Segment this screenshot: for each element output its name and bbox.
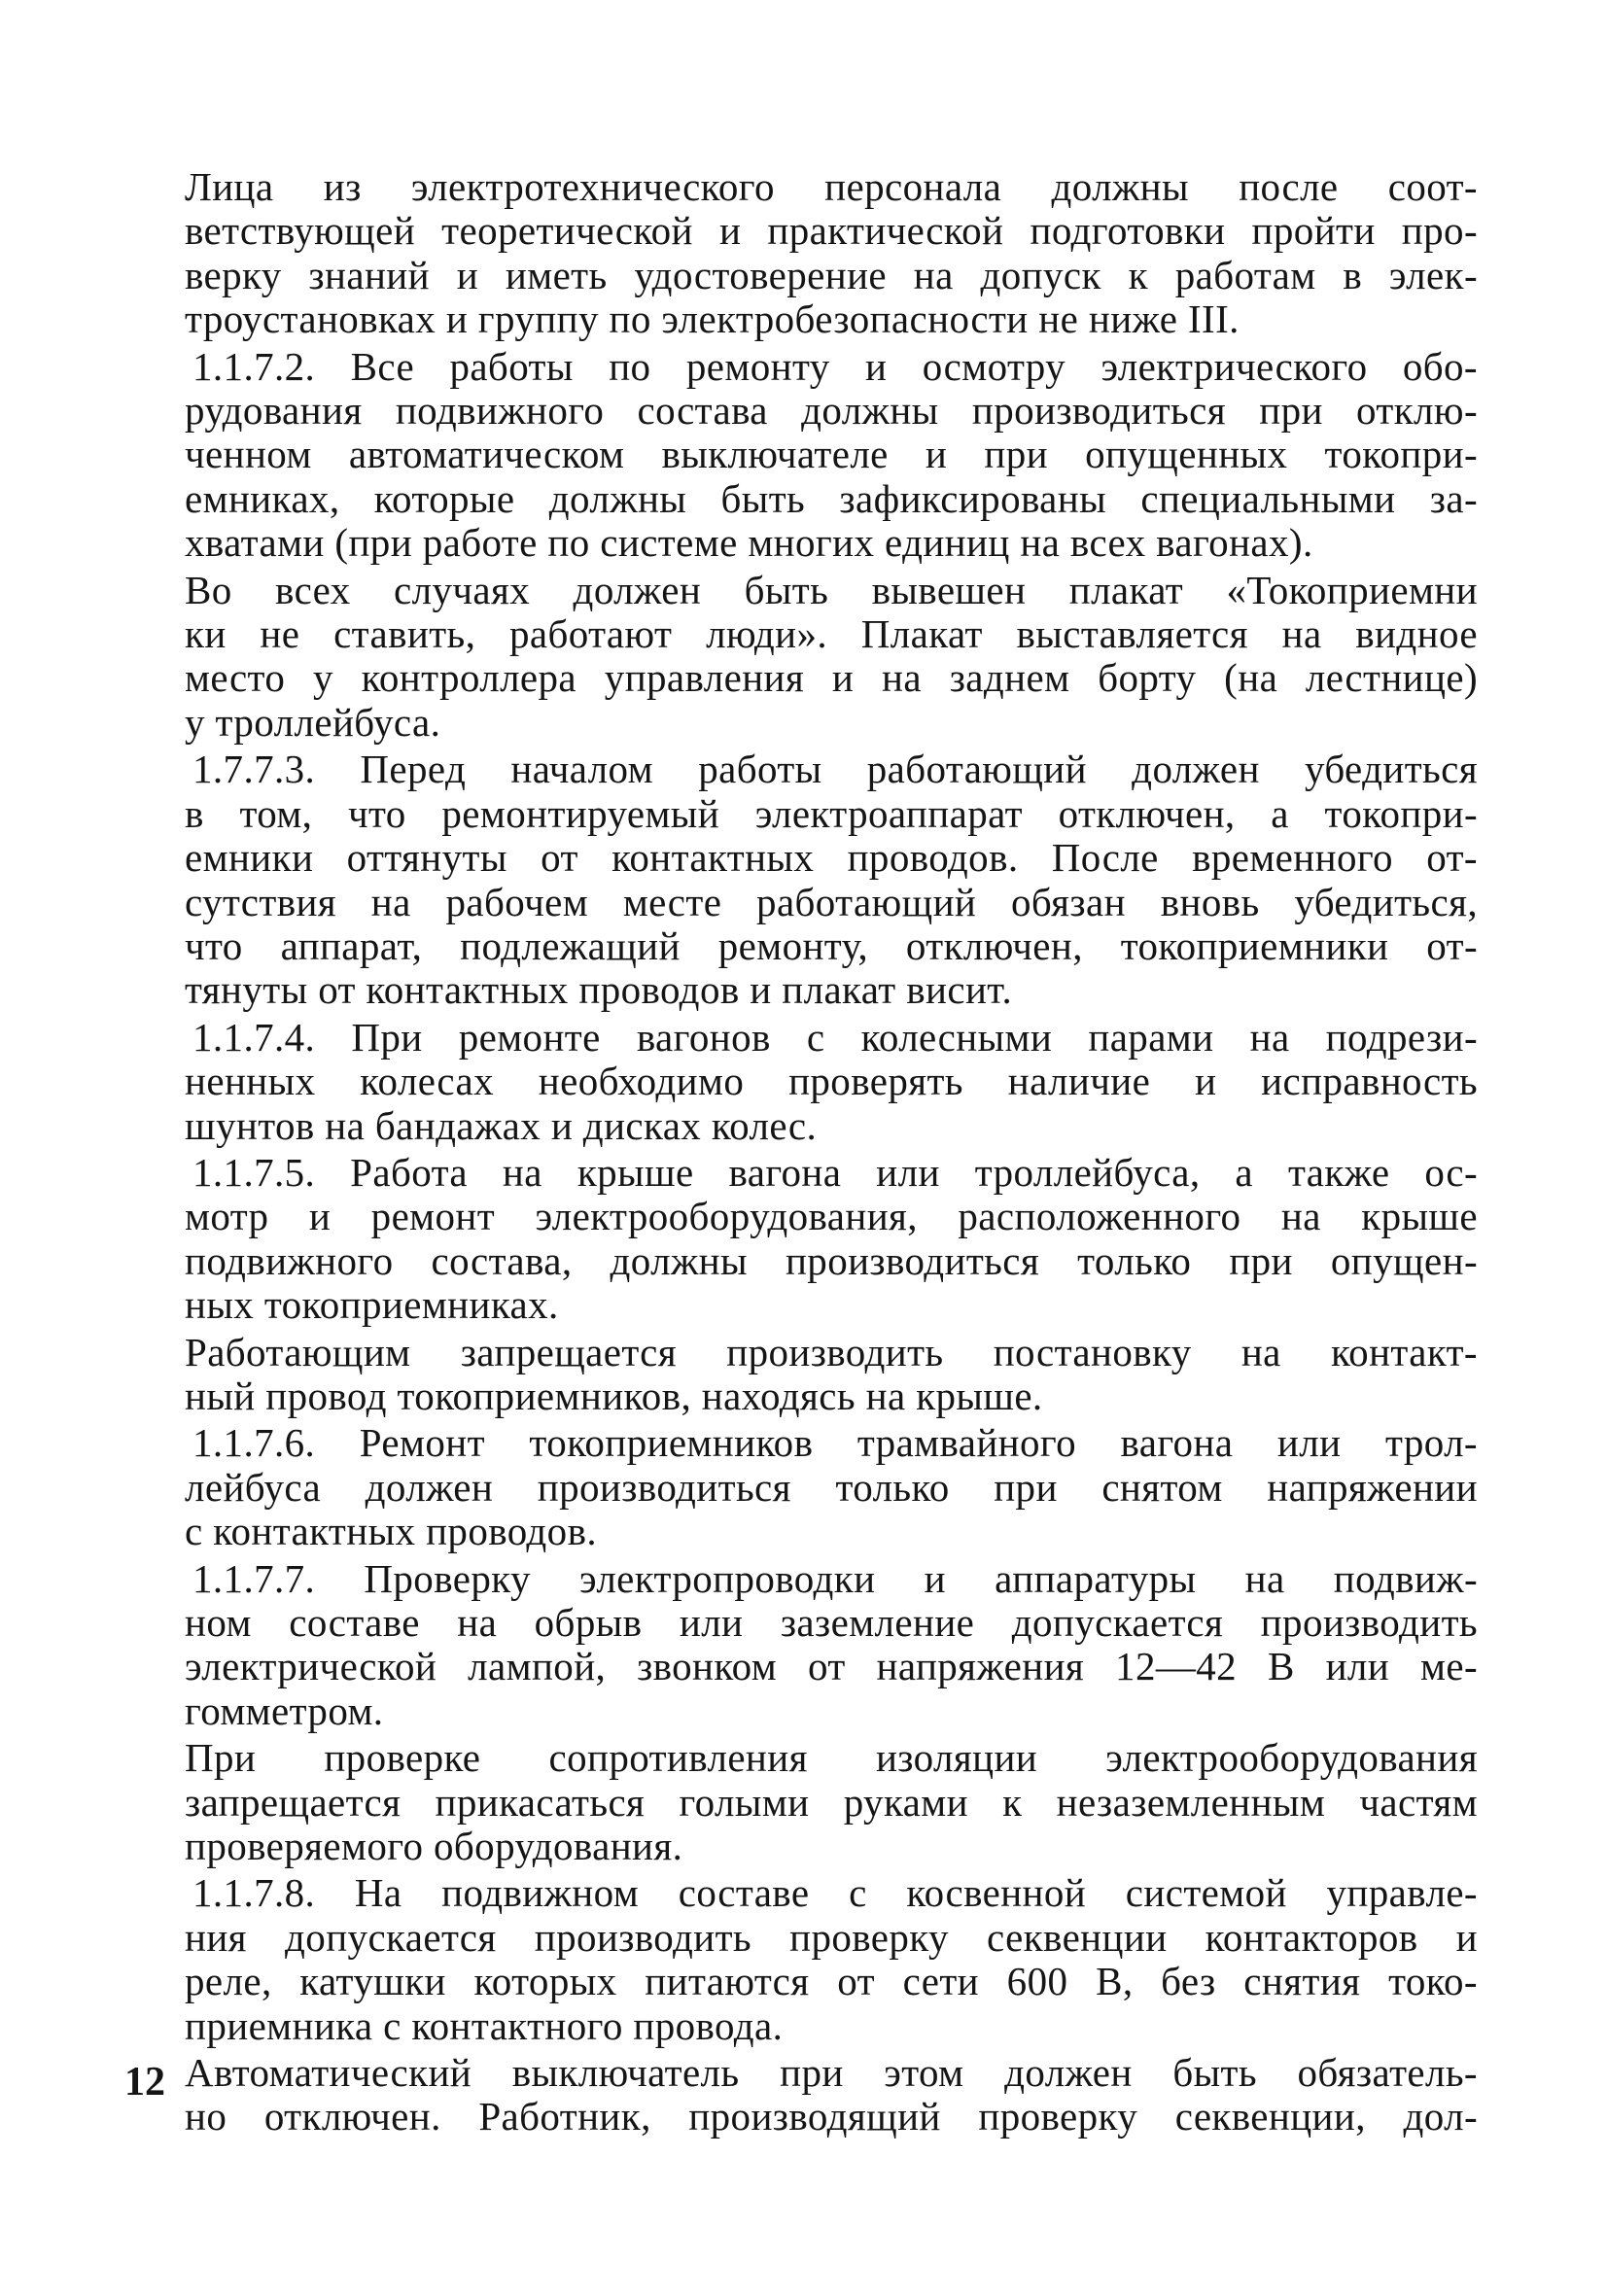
paragraph-1-1-7-2 <box>185 345 1478 566</box>
text-line: хватами (при работе по системе многих единиц на всех вагонах). <box>185 520 1313 566</box>
text-line: проверяемого оборудования. <box>185 1824 683 1869</box>
text-line: Во всех случаях должен быть вывешен плакат «Токоприемни <box>185 567 1478 612</box>
text-line: подвижного состава, должны производиться только при опущен- <box>185 1237 1478 1283</box>
paragraph-1-1-7-7 <box>185 1557 1478 1734</box>
text-line: с контактных проводов. <box>185 1509 597 1554</box>
text-line: в том, что ремонтируемый электроаппарат отключен, а токопри- <box>185 790 1478 836</box>
text-line: сутствия на рабочем месте работающий обязан вновь убедиться, <box>185 879 1478 924</box>
text-line: 1.1.7.4. При ремонте вагонов с колесными парами на подрези- <box>192 1014 1478 1060</box>
text-line: 1.1.7.6. Ремонт токоприемников трамвайного вагона или трол- <box>192 1420 1478 1466</box>
text-line: приемника с контактного провода. <box>185 2002 784 2048</box>
text-line: реле, катушки которых питаются от сети 600 В, без снятия токо- <box>185 1959 1478 2004</box>
paragraph-1-1-7-5 <box>185 1151 1478 1328</box>
text-line: емниках, которые должны быть зафиксированы специальными за- <box>185 475 1478 521</box>
document-page <box>185 165 1478 2142</box>
paragraph-personnel-qualification <box>185 165 1478 342</box>
text-line: При проверке сопротивления изоляции электрооборудования <box>185 1735 1478 1781</box>
text-line: ветствующей теоретической и практической подготовки пройти про- <box>185 208 1478 254</box>
paragraph-warning-sign <box>185 569 1478 746</box>
text-line: ния допускается производить проверку секвенции контакторов и <box>185 1914 1478 1960</box>
page-number: 12 <box>124 2060 165 2105</box>
text-line: ненных колесах необходимо проверять наличие и исправность <box>185 1059 1478 1104</box>
text-line: рудования подвижного состава должны производиться при отклю- <box>185 388 1478 434</box>
paragraph-insulation-check <box>185 1736 1478 1868</box>
text-line: верку знаний и иметь удостоверение на допуск к работам в элек- <box>185 252 1478 297</box>
paragraph-1-7-7-3 <box>185 748 1478 1012</box>
text-line: шунтов на бандажах и дисках колес. <box>185 1102 818 1148</box>
text-line: 1.1.7.8. На подвижном составе с косвенной системой управле- <box>192 1870 1478 1916</box>
text-line: гомметром. <box>185 1687 384 1733</box>
text-line: электрической лампой, звонком от напряжения 12—42 В или ме- <box>185 1644 1478 1689</box>
text-line: ном составе на обрыв или заземление допускается производить <box>185 1600 1478 1645</box>
text-line: ный провод токоприемников, находясь на крыше. <box>185 1373 1043 1418</box>
text-line: но отключен. Работник, производящий проверку секвенции, дол- <box>185 2094 1478 2139</box>
paragraph-1-1-7-8 <box>185 1871 1478 2048</box>
text-line: мотр и ремонт электрооборудования, расположенного на крыше <box>185 1194 1478 1239</box>
paragraph-breaker-off <box>185 2051 1478 2139</box>
text-line: лейбуса должен производиться только при снятом напряжении <box>185 1464 1478 1510</box>
text-line: ченном автоматическом выключателе и при опущенных токопри- <box>185 432 1478 477</box>
text-line: 1.7.7.3. Перед началом работы работающий должен убедиться <box>192 747 1478 792</box>
text-line: емники оттянуты от контактных проводов. После временного от- <box>185 835 1478 881</box>
text-line: место у контроллера управления и на заднем борту (на лестнице) <box>185 655 1478 701</box>
text-line: 1.1.7.5. Работа на крыше вагона или троллейбуса, а также ос- <box>192 1149 1478 1195</box>
text-line: ных токоприемниках. <box>185 1282 559 1328</box>
text-line: ки не ставить, работают люди». Плакат выставляется на видное <box>185 611 1478 657</box>
text-line: Автоматический выключатель при этом должен быть обязатель- <box>185 2050 1478 2096</box>
text-line: 1.1.7.7. Проверку электропроводки и аппаратуры на подвиж- <box>192 1555 1478 1601</box>
text-line: Лица из электротехнического персонала должны после соот- <box>185 164 1478 209</box>
text-line: у троллейбуса. <box>185 699 441 745</box>
text-line: тянуты от контактных проводов и плакат висит. <box>185 967 1013 1013</box>
text-line: запрещается прикасаться голыми руками к незаземленным частям <box>185 1779 1478 1825</box>
paragraph-1-1-7-6 <box>185 1421 1478 1553</box>
paragraph-roof-prohibition <box>185 1331 1478 1419</box>
text-line: что аппарат, подлежащий ремонту, отключен, токоприемники от- <box>185 922 1478 968</box>
text-line: Работающим запрещается производить постановку на контакт- <box>185 1329 1478 1374</box>
text-line: 1.1.7.2. Все работы по ремонту и осмотру электрического обо- <box>192 343 1478 389</box>
text-line: троустановках и группу по электробезопасности не ниже III. <box>185 296 1240 342</box>
paragraph-1-1-7-4 <box>185 1016 1478 1148</box>
